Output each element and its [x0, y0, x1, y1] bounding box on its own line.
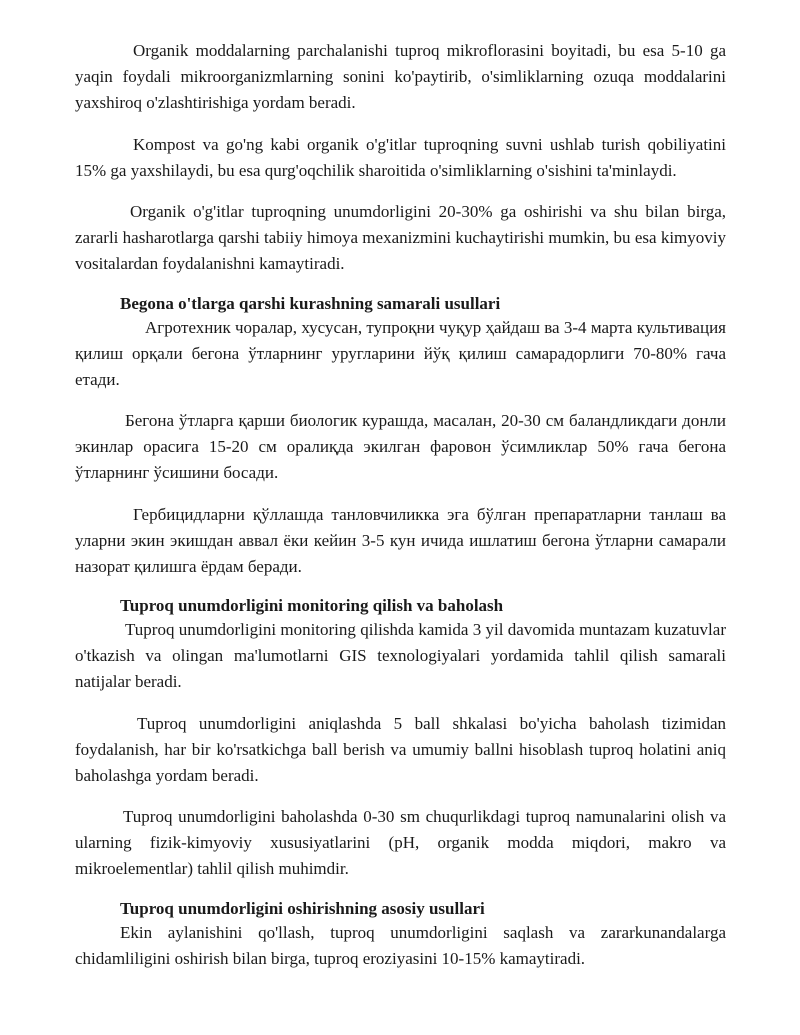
paragraph-biological-control: Бегона ўтларга қарши биологик курашда, масалан, 20-30 см баландликдаги донли экинлар орасига 15-20 см оралиқда экилган фаровон ўсимликлар 50% гача бегона ўтларнинг ўсишини босади.	[75, 411, 726, 482]
paragraph-crop-rotation: Ekin aylanishini qo'llash, tuproq unumdorligini saqlash va zararkunandalarga chidamliligini oshirish bilan birga, tuproq eroziyasini 10-15% kamaytiradi.	[75, 922, 726, 968]
paragraph-ball-scale: Tuproq unumdorligini aniqlashda 5 ball shkalasi bo'yicha baholash tizimidan foydalanish, har bir ko'rsatkichga ball berish va umumiy ballni hisoblash tuproq holatini aniq baholashga yordam beradi.	[75, 713, 726, 785]
paragraph-organic-fertilizers: Organik o'g'itlar tuproqning unumdorligini 20-30% ga oshirishi va shu bilan birga, zararli hasharotlarga qarshi tabiiy himoya mexanizmini kuchaytirishi mumkin, bu esa kimyoviy vositalardan foydalanishni kamaytiradi.	[75, 202, 726, 273]
heading-weed-control: Begona o'tlarga qarshi kurashning samarali usullari	[120, 293, 501, 313]
paragraph-agrotechnical-measures: Агротехник чоралар, хусусан, тупроқни чуқур ҳайдаш ва 3-4 марта культивация қилиш орқали бегона ўтларнинг уругларини йўқ қилиш самарадорлиги 70-80% гача етади.	[75, 317, 726, 389]
paragraph-soil-sampling: Tuproq unumdorligini baholashda 0-30 sm chuqurlikdagi tuproq namunalarini olish va ularning fizik-kimyoviy xususiyatlarini (pH, organik modda miqdori, makro va mikroelementlar) tahlil qilish muhimdir.	[75, 807, 726, 878]
document-page	[75, 38, 726, 972]
paragraph-organic-decomposition: Organik moddalarning parchalanishi tuproq mikroflorasini boyitadi, bu esa 5-10 ga yaqin foydali mikroorganizmlarning sonini ko'paytirib, o'simliklarning ozuqa moddalarini yaxshiroq o'zlashtirishiga yordam beradi.	[75, 41, 726, 112]
heading-soil-fertility-methods: Tuproq unumdorligini oshirishning asosiy usullari	[120, 898, 485, 918]
paragraph-monitoring-gis: Tuproq unumdorligini monitoring qilishda kamida 3 yil davomida muntazam kuzatuvlar o'tkazish va olingan ma'lumotlarni GIS texnologiyalari yordamida tahlil qilish samarali natijalar beradi.	[75, 620, 726, 691]
paragraph-compost-manure: Kompost va go'ng kabi organik o'g'itlar tuproqning suvni ushlab turish qobiliyatini 15% ga yaxshilaydi, bu esa qurg'oqchilik sharoitida o'simliklarning o'sishini ta'minlaydi.	[75, 134, 726, 180]
paragraph-herbicides: Гербицидларни қўллашда танловчиликка эга бўлган препаратларни танлаш ва уларни экин экишдан аввал ёки кейин 3-5 кун ичида ишлатиш бегона ўтларни самарали назорат қилишга ёрдам беради.	[75, 504, 726, 576]
heading-soil-monitoring: Tuproq unumdorligini monitoring qilish va baholash	[120, 596, 504, 615]
